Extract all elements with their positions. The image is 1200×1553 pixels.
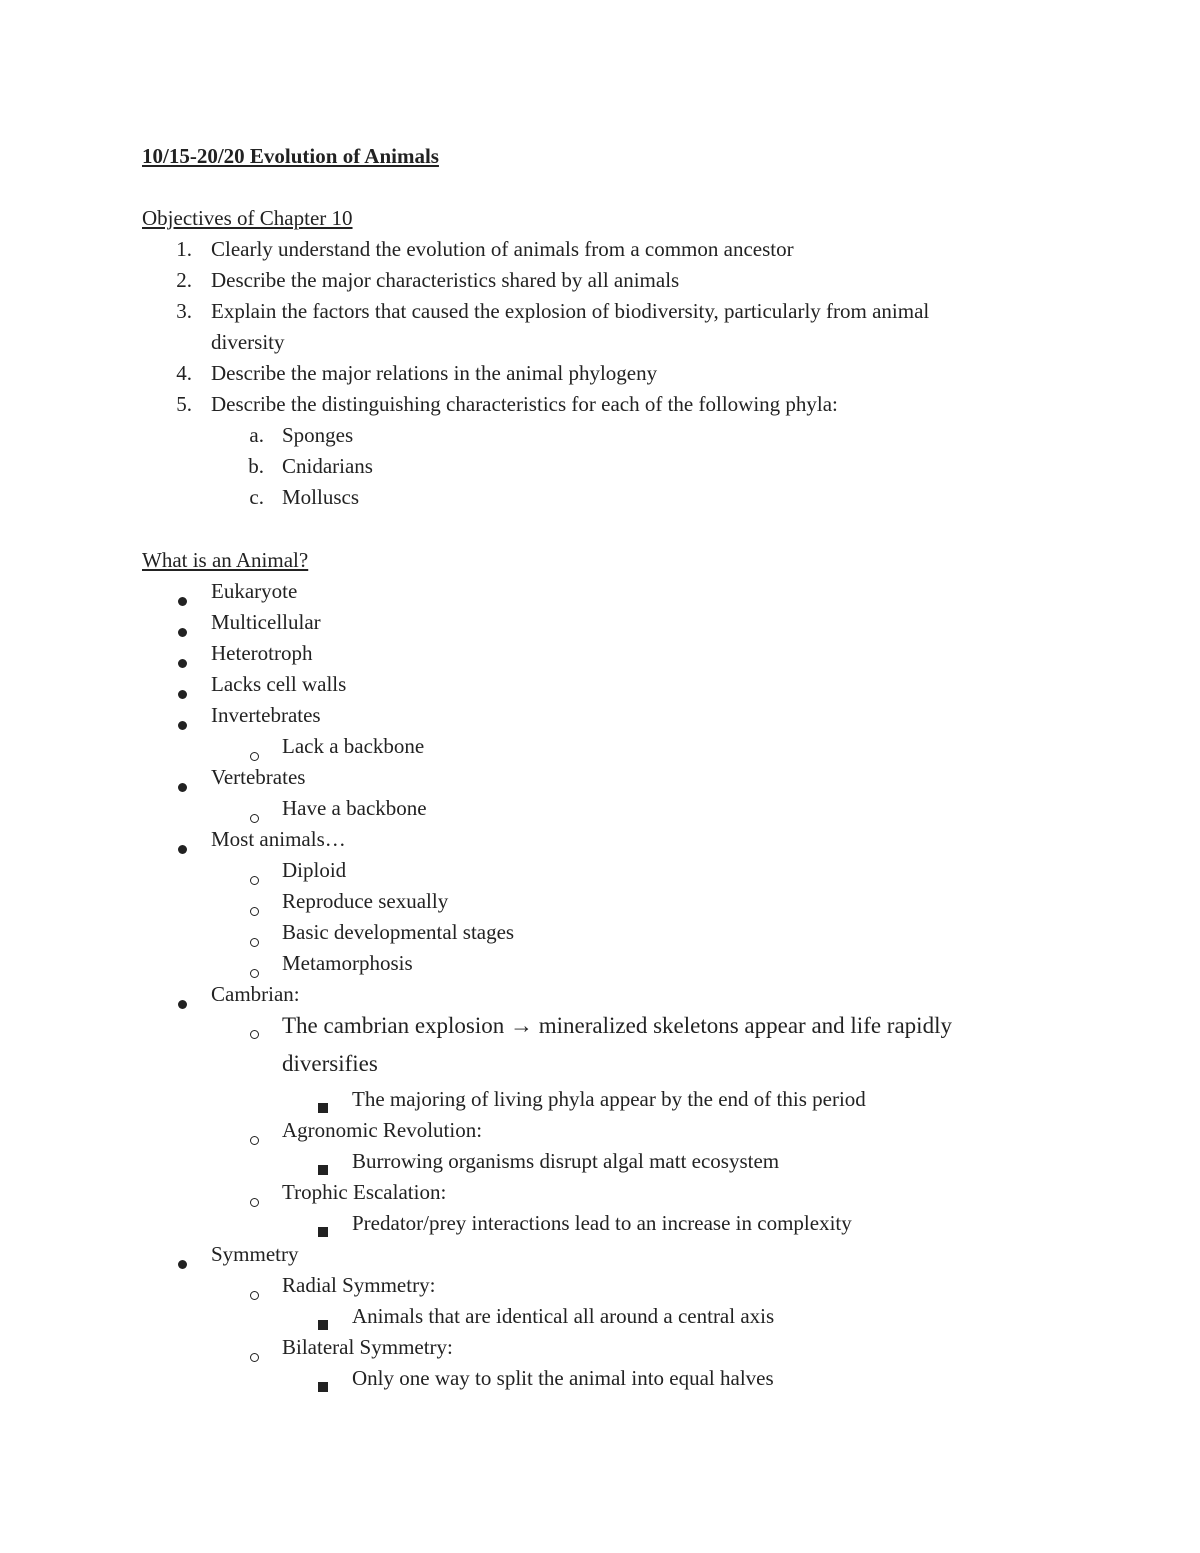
filled-bullet-icon [178,845,187,854]
list-item-text: Eukaryote [211,579,298,603]
list-item-text: Radial Symmetry: [282,1273,436,1297]
list-item-text: Have a backbone [282,796,427,820]
filled-bullet-icon [178,1000,187,1009]
list-item-text: Trophic Escalation: [282,1180,447,1204]
hollow-bullet-icon [250,1136,259,1145]
filled-bullet-icon [178,783,187,792]
list-item-text: Most animals… [211,827,346,851]
list-item-text: Reproduce sexually [282,889,449,913]
list-marker [178,620,187,641]
list-marker [178,837,187,858]
list-marker [250,1190,259,1211]
list-item-text: Describe the distinguishing characteristics for each of the following phyla: [211,392,838,416]
hollow-bullet-icon [250,752,259,761]
document-title: 10/15-20/20 Evolution of Animals [142,144,439,168]
list-marker [178,651,187,672]
list-item-text: The cambrian explosion → mineralized skeletons appear and life rapidly [282,1013,952,1038]
list-item-text: Metamorphosis [282,951,413,975]
list-item-text: Cnidarians [282,454,373,478]
list-item-text: Diploid [282,858,347,882]
list-item-text: Invertebrates [211,703,321,727]
square-bullet-icon [318,1165,328,1175]
list-marker [178,682,187,703]
list-item-text: diversity [211,330,285,354]
square-bullet-icon [318,1103,328,1113]
list-item-text: Sponges [282,423,354,447]
list-item-text: diversifies [282,1051,378,1076]
list-marker [250,930,259,951]
list-marker [178,589,187,610]
square-bullet-icon [318,1320,328,1330]
list-item-text: Explain the factors that caused the explosion of biodiversity, particularly from animal [211,299,930,323]
list-marker: c. [249,485,264,509]
list-marker [318,1313,328,1334]
hollow-bullet-icon [250,1353,259,1362]
list-item-text: Burrowing organisms disrupt algal matt ecosystem [352,1149,780,1173]
list-marker [178,992,187,1013]
animal-heading: What is an Animal? [142,548,309,572]
list-marker [250,1128,259,1149]
list-marker [250,961,259,982]
list-item-text: Multicellular [211,610,321,634]
list-item-text: Describe the major relations in the animal phylogeny [211,361,658,385]
list-item-text: Symmetry [211,1242,299,1266]
list-item-text: Agronomic Revolution: [282,1118,483,1142]
list-item-text: Basic developmental stages [282,920,515,944]
hollow-bullet-icon [250,907,259,916]
list-item-text: Bilateral Symmetry: [282,1335,453,1359]
filled-bullet-icon [178,659,187,668]
list-marker [318,1158,328,1179]
list-item-text: The majoring of living phyla appear by the end of this period [352,1087,866,1111]
list-marker: 3. [176,299,192,323]
list-item-text: Lack a backbone [282,734,425,758]
list-item-text: Heterotroph [211,641,313,665]
hollow-bullet-icon [250,1030,259,1039]
list-marker: 4. [176,361,192,385]
list-marker [250,1022,259,1043]
list-marker: a. [249,423,264,447]
list-item-text: Lacks cell walls [211,672,347,696]
list-marker: b. [248,454,264,478]
filled-bullet-icon [178,721,187,730]
square-bullet-icon [318,1382,328,1392]
list-marker [250,1283,259,1304]
list-marker [250,806,259,827]
hollow-bullet-icon [250,1291,259,1300]
filled-bullet-icon [178,597,187,606]
hollow-bullet-icon [250,1198,259,1207]
list-item-text: Vertebrates [211,765,306,789]
square-bullet-icon [318,1227,328,1237]
filled-bullet-icon [178,628,187,637]
list-item-text: Describe the major characteristics shared by all animals [211,268,680,292]
list-marker [250,868,259,889]
hollow-bullet-icon [250,969,259,978]
hollow-bullet-icon [250,938,259,947]
list-marker [318,1096,328,1117]
list-marker [178,713,187,734]
list-item-text: Only one way to split the animal into equal halves [352,1366,774,1390]
list-marker: 2. [176,268,192,292]
list-item-text: Clearly understand the evolution of animals from a common ancestor [211,237,794,261]
list-marker [318,1220,328,1241]
list-item-text: Predator/prey interactions lead to an increase in complexity [352,1211,852,1235]
list-item-text: Cambrian: [211,982,300,1006]
list-marker: 1. [176,237,192,261]
list-marker: 5. [176,392,192,416]
list-marker [250,1345,259,1366]
filled-bullet-icon [178,1260,187,1269]
list-marker [178,775,187,796]
list-item-text: Animals that are identical all around a central axis [352,1304,775,1328]
list-marker [178,1252,187,1273]
list-marker [318,1375,328,1396]
hollow-bullet-icon [250,814,259,823]
filled-bullet-icon [178,690,187,699]
list-item-text: Molluscs [282,485,360,509]
hollow-bullet-icon [250,876,259,885]
list-marker [250,899,259,920]
objectives-heading: Objectives of Chapter 10 [142,206,353,230]
list-marker [250,744,259,765]
